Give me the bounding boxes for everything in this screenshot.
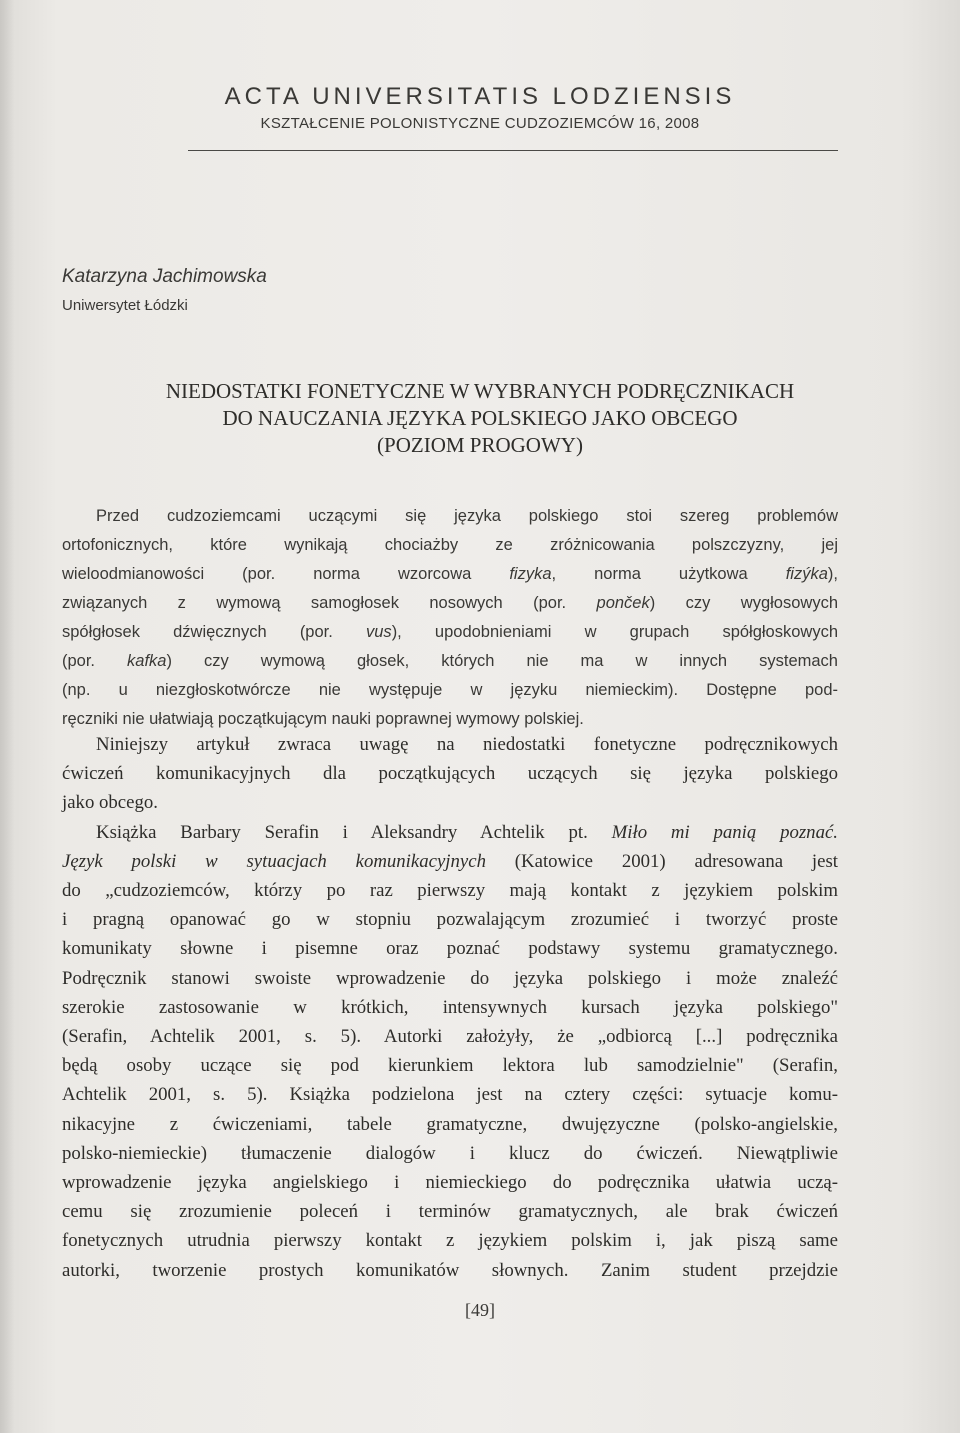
abstract-line: ortofonicznych, które wynikają chociażby ze zróżnicowania polszczyzny, jej (62, 536, 838, 554)
body-line: polsko-niemieckie) tłumaczenie dialogów i klucz do ćwiczeń. Niewątpliwie (62, 1142, 838, 1164)
abstract-line: spółgłosek dźwięcznych (por. vus), upodobnieniami w grupach spółgłoskowych (62, 623, 838, 641)
abstract (62, 502, 838, 734)
body-line: wprowadzenie języka angielskiego i niemieckiego do podręcznika ułatwia uczą- (62, 1172, 838, 1194)
body-line: fonetycznych utrudnia pierwszy kontakt z językiem polskim i, jak piszą same (62, 1230, 838, 1252)
body-line: jako obcego. (62, 792, 158, 814)
journal-subtitle: KSZTAŁCENIE POLONISTYCZNE CUDZOZIEMCÓW 16, 2008 (260, 115, 700, 132)
page-edge-shadow (0, 0, 14, 1433)
title-line: DO NAUCZANIA JĘZYKA POLSKIEGO JAKO OBCEGO (222, 406, 738, 430)
body-line: będą osoby uczące się pod kierunkiem lektora lub samodzielnie" (Serafin, (62, 1055, 838, 1077)
title-line: (POZIOM PROGOWY) (377, 433, 583, 457)
abstract-line: wieloodmianowości (por. norma wzorcowa fizyka, norma użytkowa fizýka), (62, 565, 838, 583)
header-rule (188, 150, 838, 151)
author-affiliation: Uniwersytet Łódzki (62, 297, 188, 314)
body-line: ćwiczeń komunikacyjnych dla początkujących uczących się języka polskiego (62, 763, 838, 785)
abstract-line: (np. u niezgłoskotwórcze nie występuje w języku niemieckim). Dostępne pod- (62, 681, 838, 699)
article-title (0, 378, 960, 459)
body-line: i pragną opanować go w stopniu pozwalającym zrozumieć i tworzyć proste (62, 909, 838, 931)
body-line: (Serafin, Achtelik 2001, s. 5). Autorki założyły, że „odbiorcą [...] podręcznika (62, 1026, 838, 1048)
abstract-line: związanych z wymową samogłosek nosowych (por. ponček) czy wygłosowych (62, 594, 838, 612)
abstract-line: (por. kafka) czy wymową głosek, których nie ma w innych systemach (62, 652, 838, 670)
body-line: Niniejszy artykuł zwraca uwagę na niedostatki fonetyczne podręcznikowych (96, 734, 838, 755)
body-line: autorki, tworzenie prostych komunikatów słownych. Zanim student przejdzie (62, 1259, 838, 1281)
body-line: do „cudzoziemców, którzy po raz pierwszy mają kontakt z językiem polskim (62, 880, 838, 902)
body-line: szerokie zastosowanie w krótkich, intensywnych kursach języka polskiego" (62, 996, 838, 1018)
body-line: Podręcznik stanowi swoiste wprowadzenie do języka polskiego i może znaleźć (62, 967, 838, 989)
body-line: nikacyjne z ćwiczeniami, tabele gramatyczne, dwujęzyczne (polsko-angielskie, (62, 1113, 838, 1135)
journal-title: ACTA UNIVERSITATIS LODZIENSIS (224, 83, 736, 110)
abstract-line: Przed cudzoziemcami uczącymi się języka polskiego stoi szereg problemów (96, 507, 838, 525)
body-line: Achtelik 2001, s. 5). Książka podzielona jest na cztery części: sytuacje komu- (62, 1084, 838, 1106)
body-text (62, 730, 838, 1285)
body-line: Język polski w sytuacjach komunikacyjnych (Katowice 2001) adresowana jest (62, 850, 838, 872)
body-line: komunikaty słowne i pisemne oraz poznać podstawy systemu gramatycznego. (62, 938, 838, 960)
body-line: Książka Barbary Serafin i Aleksandry Achtelik pt. Miło mi panią poznać. (96, 821, 838, 843)
body-line: cemu się zrozumienie poleceń i terminów gramatycznych, ale brak ćwiczeń (62, 1201, 838, 1223)
title-line: NIEDOSTATKI FONETYCZNE W WYBRANYCH PODRĘCZNIKACH (165, 379, 795, 403)
page-number: [49] (465, 1300, 495, 1320)
journal-header (0, 82, 960, 134)
author-name: Katarzyna Jachimowska (62, 266, 267, 287)
abstract-line: ręczniki nie ułatwiają początkującym nauki poprawnej wymowy polskiej. (62, 710, 584, 728)
